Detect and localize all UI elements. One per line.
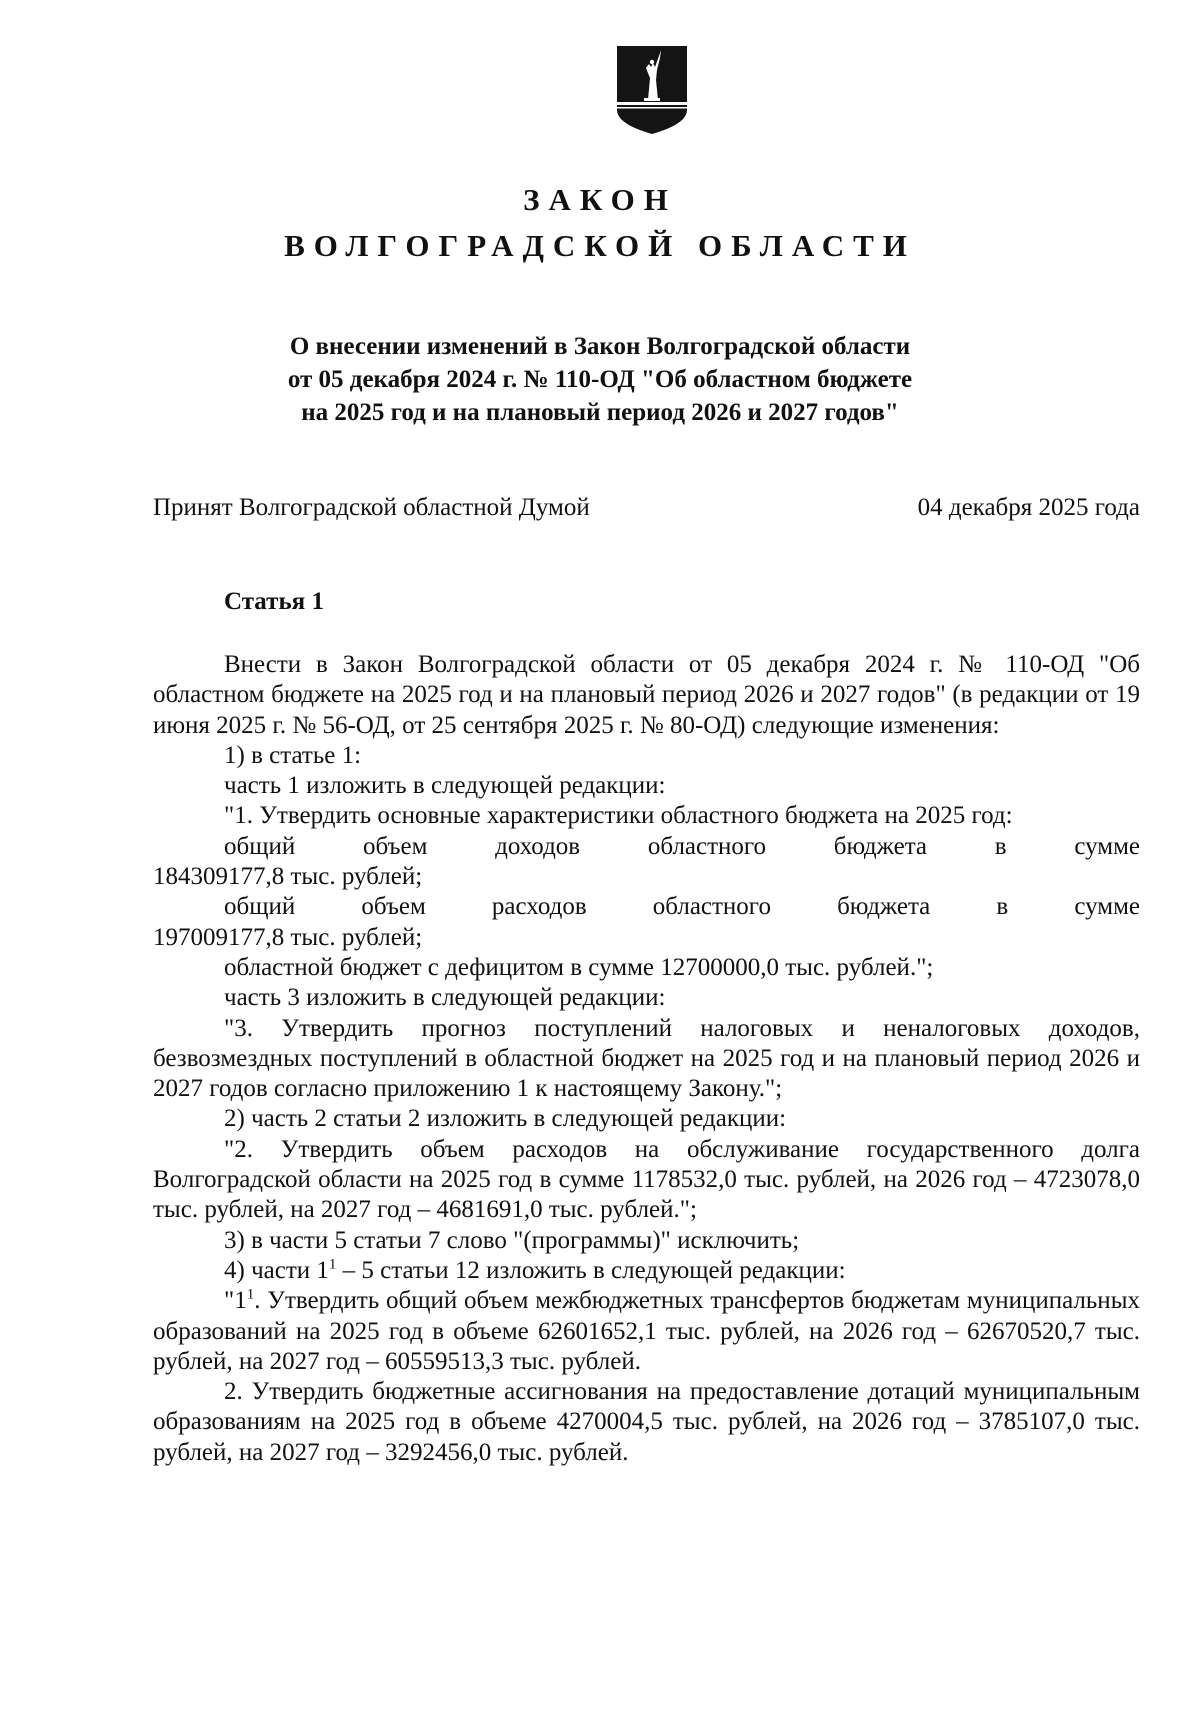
paragraph-1-1: [153, 1286, 1140, 1377]
adopted-by: Принят Волгоградской областной Думой: [153, 494, 590, 521]
income-text: общий объем доходов областного бюджета в сумме: [224, 832, 1140, 860]
expense-text: общий объем расходов областного бюджета в сумме: [224, 893, 1140, 921]
part-3-lead: часть 3 изложить в следующей редакции:: [224, 984, 666, 1012]
part-1-text: "1. Утвердить основные характеристики областного бюджета на 2025 год:: [224, 802, 1013, 830]
income-value: 184309177,8 тыс. рублей;: [153, 863, 423, 891]
item-2-text: "2. Утвердить объем расходов на обслуживание государственного долга Волгоградской области на 2025 год в сумме 1178532,0 тыс. рублей, на 2026 год – 4723078,0 тыс. рублей, на 2027 год – 4681691,0 тыс. рублей.";: [153, 1135, 1140, 1224]
expense-value: 197009177,8 тыс. рублей;: [153, 923, 423, 951]
item-4-post: – 5 статьи 12 изложить в следующей редакции:: [336, 1256, 846, 1284]
region-title: ВОЛГОГРАДСКОЙ ОБЛАСТИ: [284, 228, 916, 263]
article-body: [153, 650, 1140, 1468]
subject-line: О внесении изменений в Закон Волгоградской области: [289, 333, 911, 360]
adoption-date: 04 декабря 2025 года: [917, 494, 1140, 521]
item-4-pre: 4) части 1: [224, 1256, 329, 1284]
item-3: 3) в части 5 статьи 7 слово "(программы)" исключить;: [224, 1226, 800, 1254]
volgograd-coat-of-arms-icon: [615, 44, 689, 136]
law-title: ЗАКОН: [523, 182, 677, 217]
paragraph-1-1-sup: 1: [246, 1286, 255, 1303]
item-2: 2) часть 2 статьи 2 изложить в следующей редакции:: [224, 1105, 787, 1133]
law-subject: [150, 330, 1050, 429]
paragraph-1-1-text: . Утвердить общий объем межбюджетных трансфертов бюджетам муниципальных образований на 2025 год в объеме 62601652,1 тыс. рублей, на 2026 год – 62670520,7 тыс. рублей, на 2027 год – 60559513,3 тыс. рублей.: [153, 1287, 1140, 1375]
paragraph-1-1-pre: "1: [224, 1287, 247, 1315]
intro-paragraph: Внести в Закон Волгоградской области от 05 декабря 2024 г. № 110-ОД "Об областном бюджете на 2025 год и на плановый период 2026 и 2027 годов" (в редакции от 19 июня 2025 г. № 56-ОД, от 25 сентября 2025 г. № 80-ОД) следующие изменения:: [153, 651, 1140, 739]
article-heading: Статья 1: [224, 588, 324, 615]
income-paragraph: [153, 832, 1140, 893]
item-1: 1) в статье 1:: [224, 741, 362, 769]
subject-line: от 05 декабря 2024 г. № 110-ОД "Об областном бюджете: [287, 366, 913, 393]
deficit-paragraph: областной бюджет с дефицитом в сумме 12700000,0 тыс. рублей.";: [224, 953, 934, 981]
adoption-line: [153, 494, 1140, 522]
subject-line: на 2025 год и на плановый период 2026 и 2027 годов": [301, 399, 899, 426]
item-4-sup: 1: [328, 1256, 337, 1273]
item-4: [153, 1256, 1140, 1286]
part-3-text: "3. Утвердить прогноз поступлений налоговых и неналоговых доходов, безвозмездных поступлений в областной бюджет на 2025 год и на плановый период 2026 и 2027 годов согласно приложению 1 к настоящему Закону.";: [153, 1014, 1140, 1103]
paragraph-2: 2. Утвердить бюджетные ассигнования на предоставление дотаций муниципальным образованиям на 2025 год в объеме 4270004,5 тыс. рублей, на 2026 год – 3785107,0 тыс. рублей, на 2027 год – 3292456,0 тыс. рублей.: [153, 1378, 1140, 1466]
part-1-lead: часть 1 изложить в следующей редакции:: [224, 772, 666, 800]
expense-paragraph: [153, 892, 1140, 953]
